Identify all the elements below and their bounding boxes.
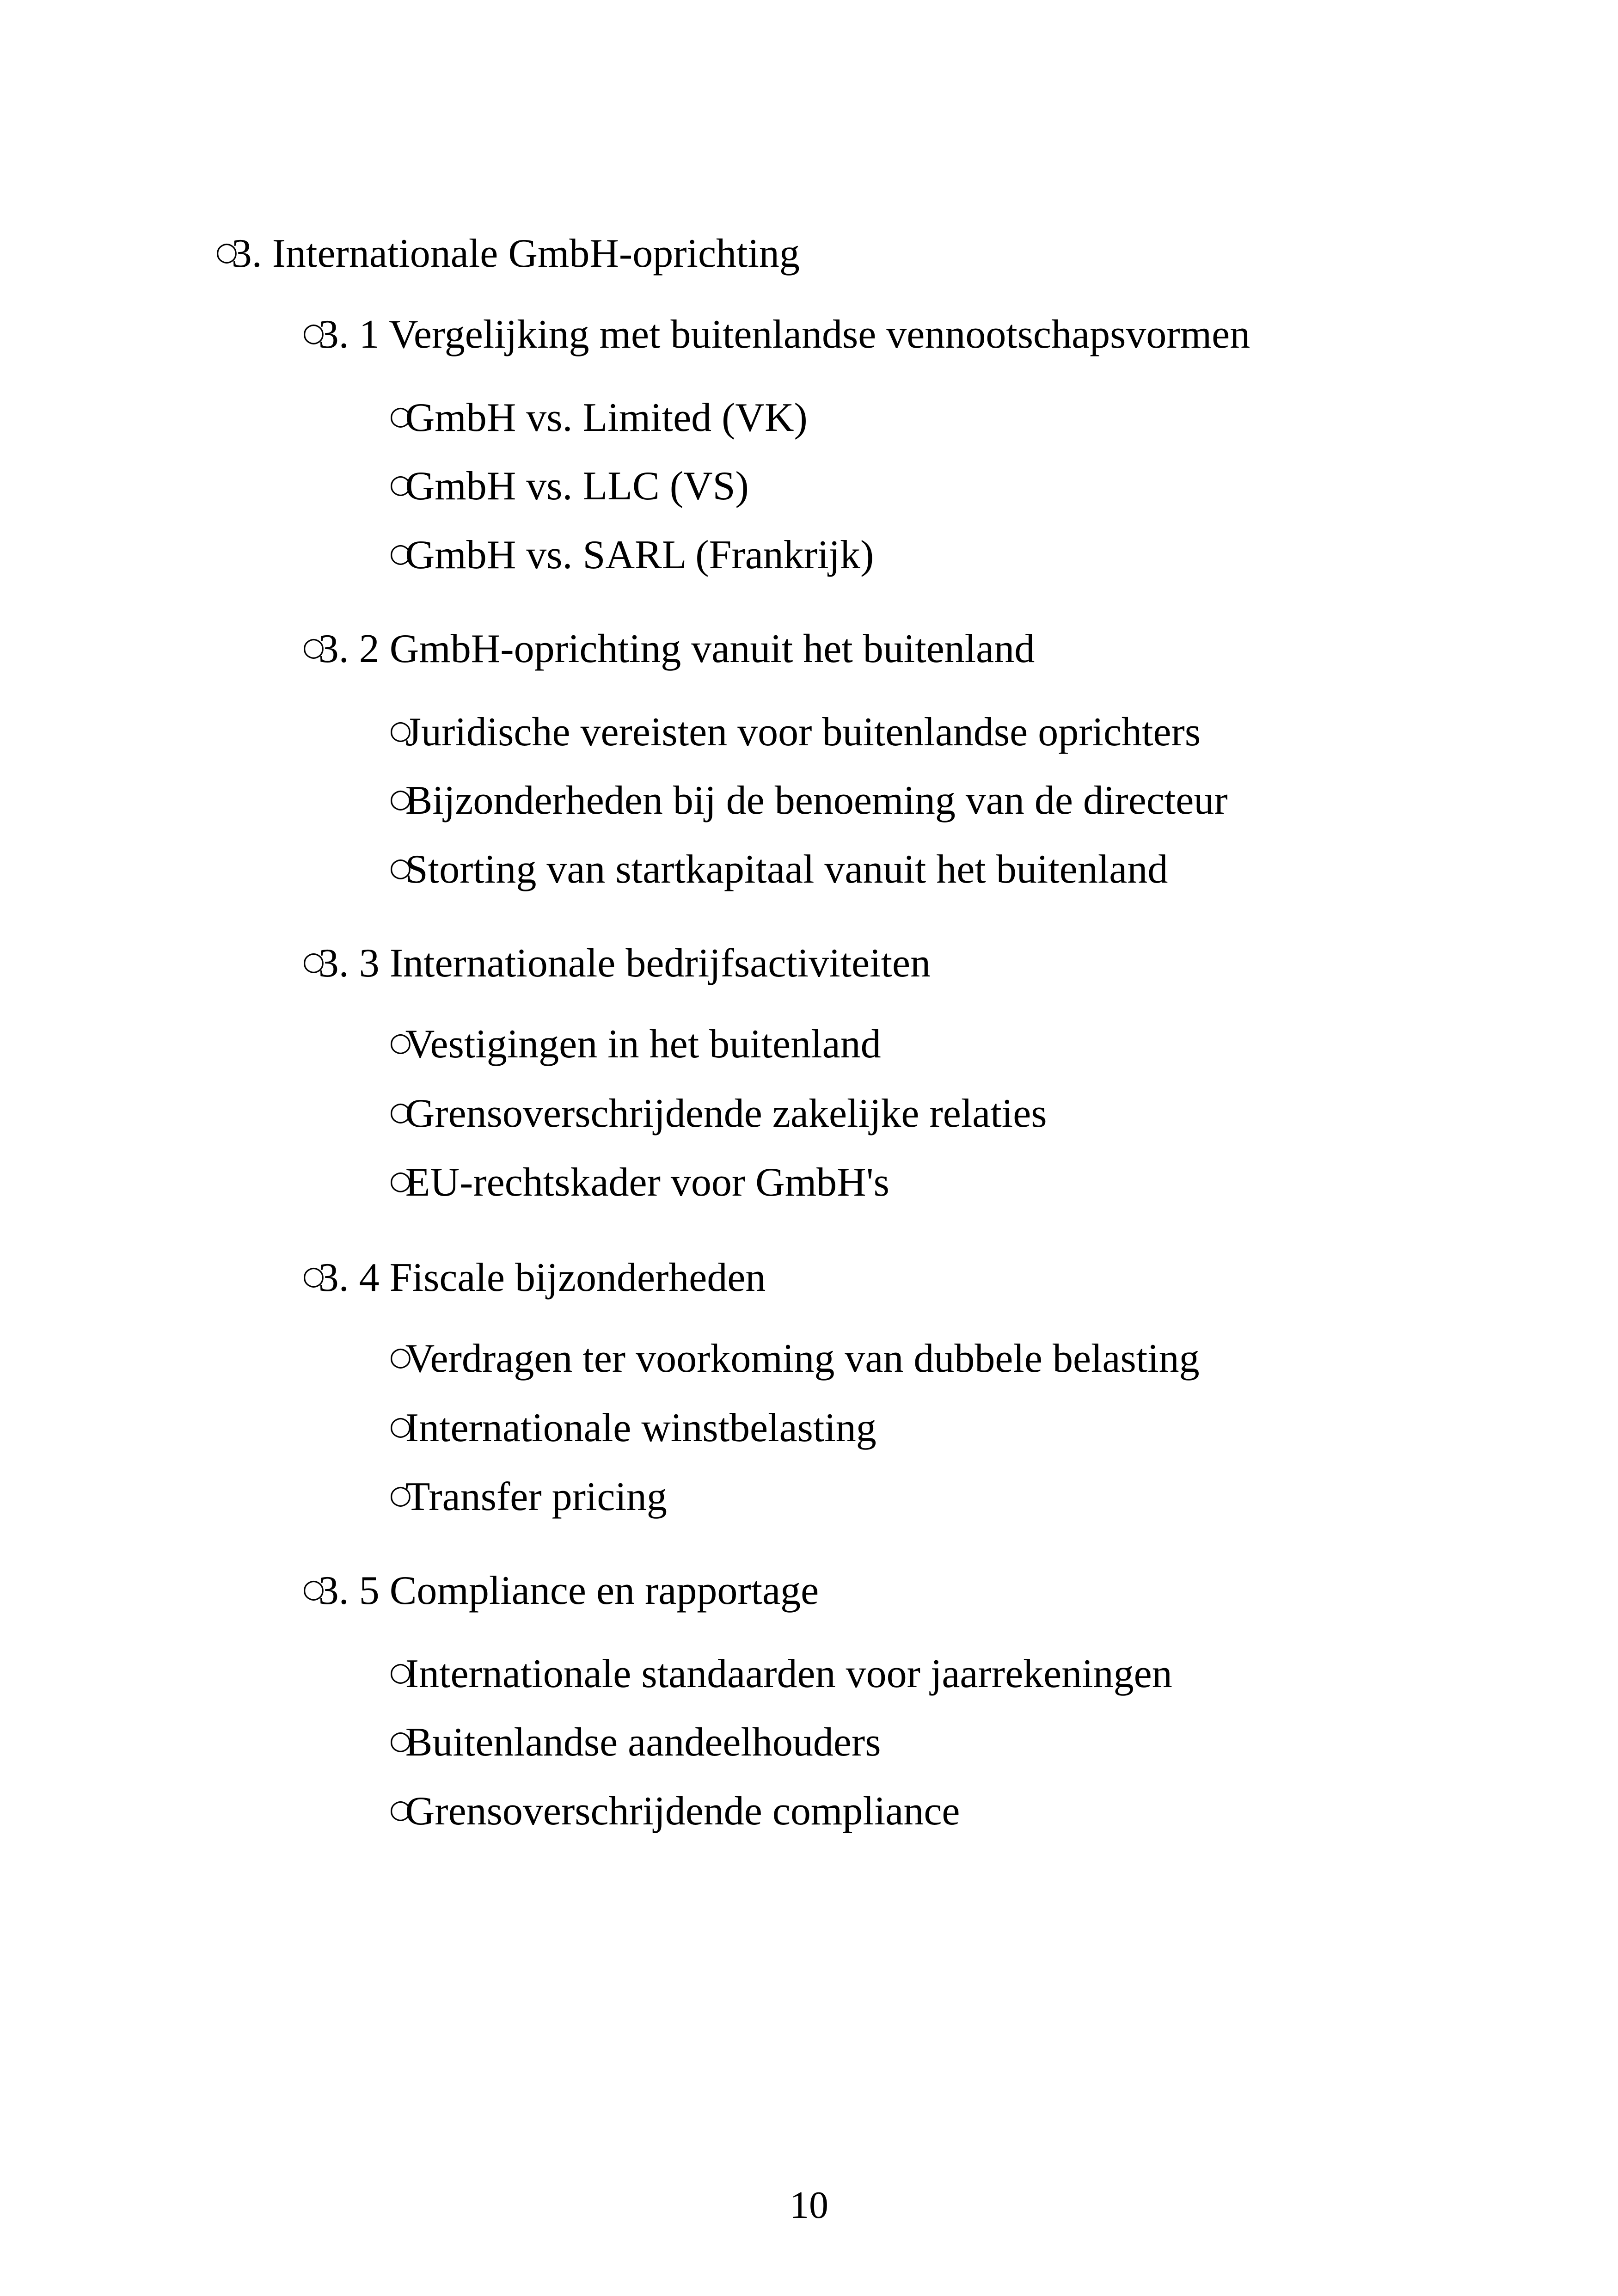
bullet-icon: ○ <box>389 784 412 814</box>
bullet-icon: ○ <box>389 469 412 499</box>
bullet-icon: ○ <box>302 318 325 348</box>
bullet-icon: ○ <box>389 1794 412 1824</box>
list-item-text: Juridische vereisten voor buitenlandse oprichters <box>405 710 1201 755</box>
list-item-text: Internationale winstbelasting <box>405 1406 876 1450</box>
section-title <box>302 626 1035 671</box>
section-title-text: 3. 1 Vergelijking met buitenlandse vennootschapsvormen <box>318 312 1250 357</box>
list-item <box>389 1408 876 1449</box>
bullet-icon: ○ <box>302 1574 325 1604</box>
list-item <box>389 1162 889 1203</box>
list-item-text: GmbH vs. Limited (VK) <box>405 395 808 440</box>
section-title <box>302 943 931 984</box>
list-item-text: Grensoverschrijdende compliance <box>405 1789 960 1834</box>
list-item <box>389 535 874 576</box>
bullet-icon: ○ <box>389 1097 412 1127</box>
list-item <box>389 1722 881 1763</box>
outline-heading-text: 3. Internationale GmbH-oprichting <box>231 231 800 276</box>
bullet-icon: ○ <box>215 237 238 267</box>
outline-heading <box>215 233 800 274</box>
bullet-icon: ○ <box>389 1480 412 1510</box>
bullet-icon: ○ <box>389 853 412 883</box>
list-item-text: Storting van startkapitaal vanuit het buitenland <box>405 847 1168 892</box>
section-title <box>302 1568 819 1613</box>
bullet-icon: ○ <box>389 401 412 431</box>
list-item <box>389 395 808 440</box>
section-title <box>302 1255 766 1300</box>
section-title-text: 3. 3 Internationale bedrijfsactiviteiten <box>318 941 931 986</box>
bullet-icon: ○ <box>302 946 325 976</box>
list-item-text: Internationale standaarden voor jaarrekeningen <box>405 1651 1172 1696</box>
bullet-icon: ○ <box>302 632 325 662</box>
bullet-icon: ○ <box>389 1166 412 1196</box>
section-title-text: 3. 5 Compliance en rapportage <box>318 1568 819 1613</box>
list-item <box>389 1651 1172 1696</box>
bullet-icon: ○ <box>389 1411 412 1441</box>
list-item <box>389 1791 960 1832</box>
bullet-icon: ○ <box>389 1725 412 1756</box>
list-item-text: Bijzonderheden bij de benoeming van de directeur <box>405 778 1228 823</box>
bullet-icon: ○ <box>302 1261 325 1291</box>
list-item <box>389 849 1168 890</box>
list-item-text: EU-rechtskader voor GmbH's <box>405 1160 889 1205</box>
list-item <box>389 712 1201 753</box>
list-item <box>389 466 749 507</box>
list-item-text: Vestigingen in het buitenland <box>405 1022 881 1067</box>
bullet-icon: ○ <box>389 538 412 568</box>
list-item <box>389 780 1228 821</box>
list-item-text: GmbH vs. LLC (VS) <box>405 464 749 509</box>
list-item-text: Grensoverschrijdende zakelijke relaties <box>405 1091 1047 1136</box>
bullet-icon: ○ <box>389 715 412 745</box>
bullet-icon: ○ <box>389 1342 412 1372</box>
list-item-text: GmbH vs. SARL (Frankrijk) <box>405 533 874 577</box>
list-item <box>389 1338 1200 1379</box>
list-item-text: Verdragen ter voorkoming van dubbele belasting <box>405 1336 1200 1381</box>
list-item-text: Transfer pricing <box>405 1474 667 1519</box>
bullet-icon: ○ <box>389 1027 412 1057</box>
list-item <box>389 1474 667 1519</box>
list-item <box>389 1093 1047 1134</box>
list-item <box>389 1024 881 1065</box>
section-title-text: 3. 2 GmbH-oprichting vanuit het buitenland <box>318 626 1035 671</box>
section-title <box>302 314 1250 355</box>
page-number: 10 <box>790 2184 828 2227</box>
bullet-icon: ○ <box>389 1657 412 1687</box>
section-title-text: 3. 4 Fiscale bijzonderheden <box>318 1255 766 1300</box>
list-item-text: Buitenlandse aandeelhouders <box>405 1720 881 1765</box>
